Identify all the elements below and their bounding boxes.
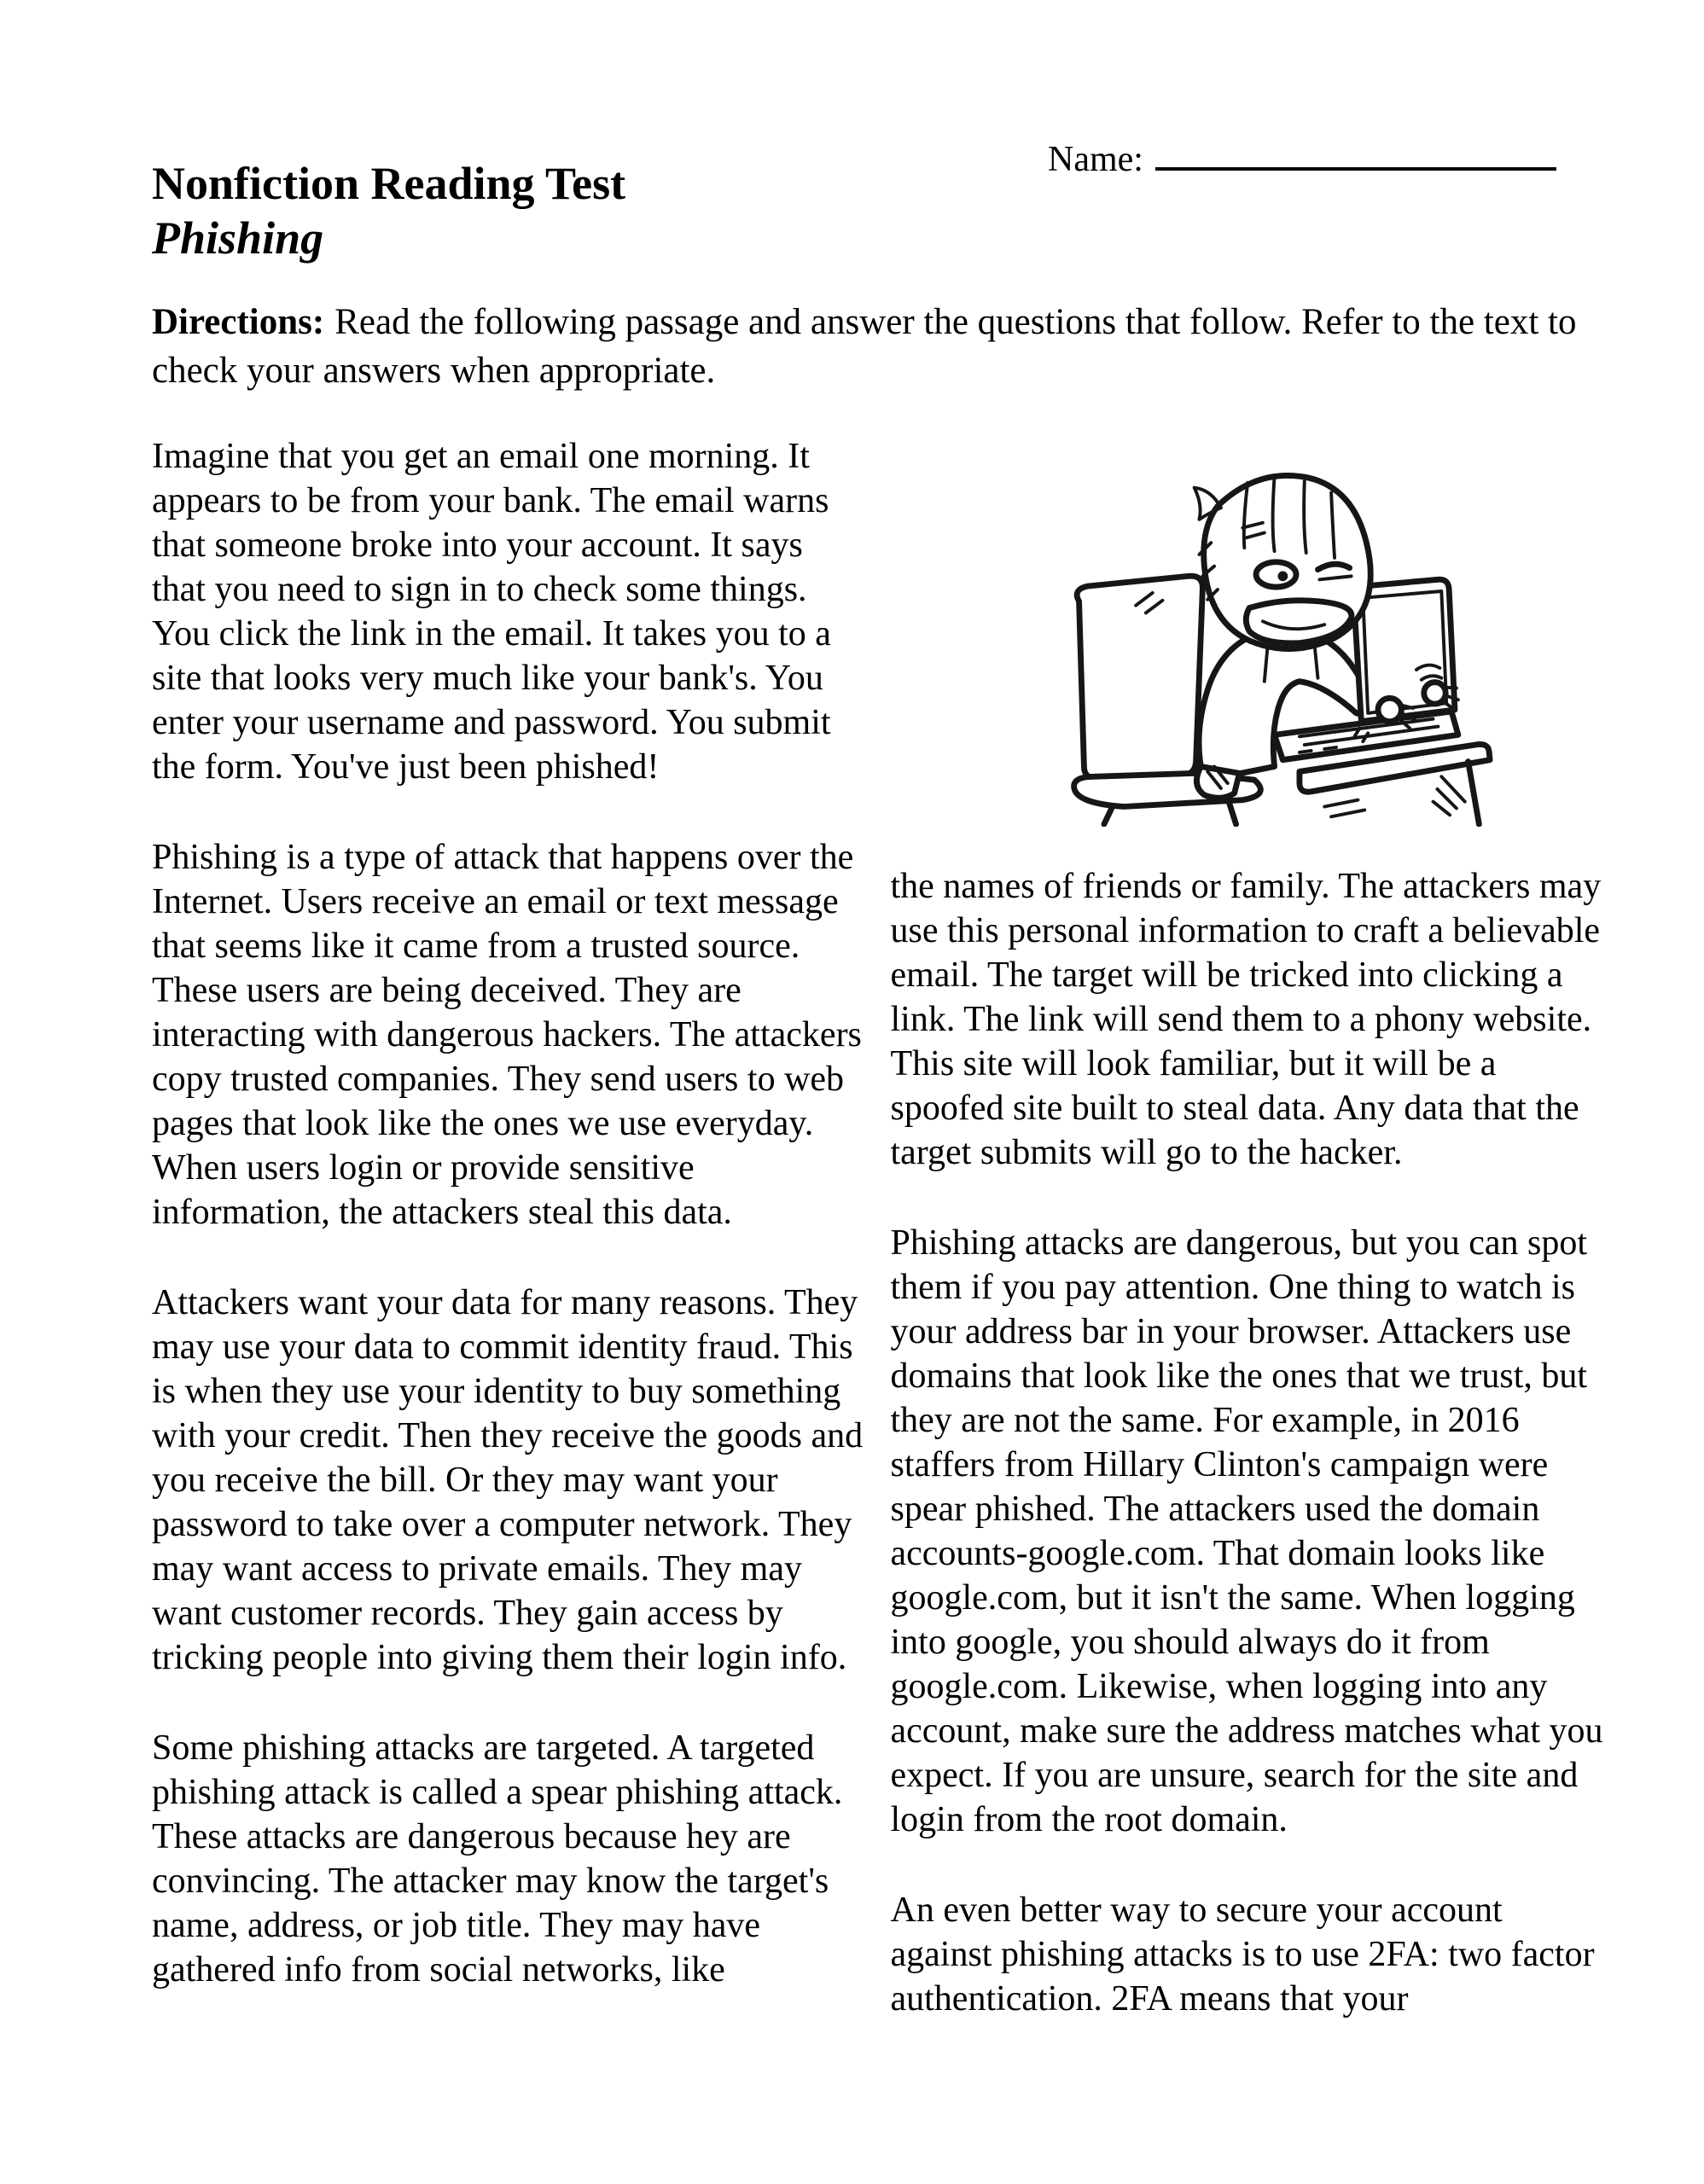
passage-paragraph: Attackers want your data for many reasons. They may use your data to commit identity fraud. This is when they use your identity to buy something with your credit. Then they receive the goods and you receive the bill. Or they may want your password to take over a computer network. They may want access to private emails. They may want customer records. They gain access by tricking people into giving them their login info. [152,1282,864,1677]
passage-left-column [152,434,865,1992]
hacker-at-laptop-drawing [1019,434,1497,827]
name-blank-line [1155,130,1556,171]
masked-hacker-illustration [1019,434,1497,827]
passage-paragraph: Some phishing attacks are targeted. A targeted phishing attack is called a spear phishing attack. These attacks are dangerous because hey are convincing. The attacker may know the target's name, address, or job title. They may have gathered info from social networks, like [152,1728,843,1989]
name-label: Name: [1048,140,1143,179]
masked-head [1194,475,1370,648]
page-title: Nonfiction Reading Test [152,158,626,209]
directions-text: Read the following passage and answer the questions that follow. Refer to the text to check your answers when appropriate. [152,301,1577,391]
passage-paragraph: An even better way to secure your account against phishing attacks is to use 2FA: two factor authentication. 2FA means that your [890,1890,1595,2018]
directions [152,298,1603,395]
open-eye [1256,561,1296,586]
passage-paragraph: Phishing attacks are dangerous, but you can spot them if you pay attention. One thing to watch is your address bar in your browser. Attackers use domains that look like the ones that we trust, but they are not the same. For example, in 2016 staffers from Hillary Clinton's campaign were spear phished. The attackers used the domain accounts-google.com. That domain looks like google.com, but it isn't the same. When logging into google, you should always do it from google.com. Likewise, when logging into any account, make sure the address matches what you expect. If you are unsure, search for the site and login from the root domain. [890,1223,1603,1839]
passage-columns [152,434,1603,2021]
passage-paragraph: Imagine that you get an email one morning. It appears to be from your bank. The email warns that someone broke into your account. It says that you need to sign in to check some things. You click the link in the email. It takes you to a site that looks very much like your bank's. You enter your username and password. You submit the form. You've just been phished! [152,436,831,787]
directions-label: Directions: [152,301,325,342]
name-field-row [1048,130,1556,180]
passage-paragraph: the names of friends or family. The attackers may use this personal information to craft a believable email. The target will be tricked into clicking a link. The link will send them to a phony website. This site will look familiar, but it will be a spoofed site built to steal data. Any data that the target submits will go to the hacker. [890,866,1602,1172]
page-subtitle: Phishing [152,212,324,264]
passage-paragraph: Phishing is a type of attack that happens over the Internet. Users receive an email or text message that seems like it came from a trusted source. These users are being deceived. They are interacting with dangerous hackers. The attackers copy trusted companies. They send users to web pages that look like the ones we use everyday. When users login or provide sensitive information, the attackers steal this data. [152,837,862,1232]
passage-right-column [891,434,1604,2021]
